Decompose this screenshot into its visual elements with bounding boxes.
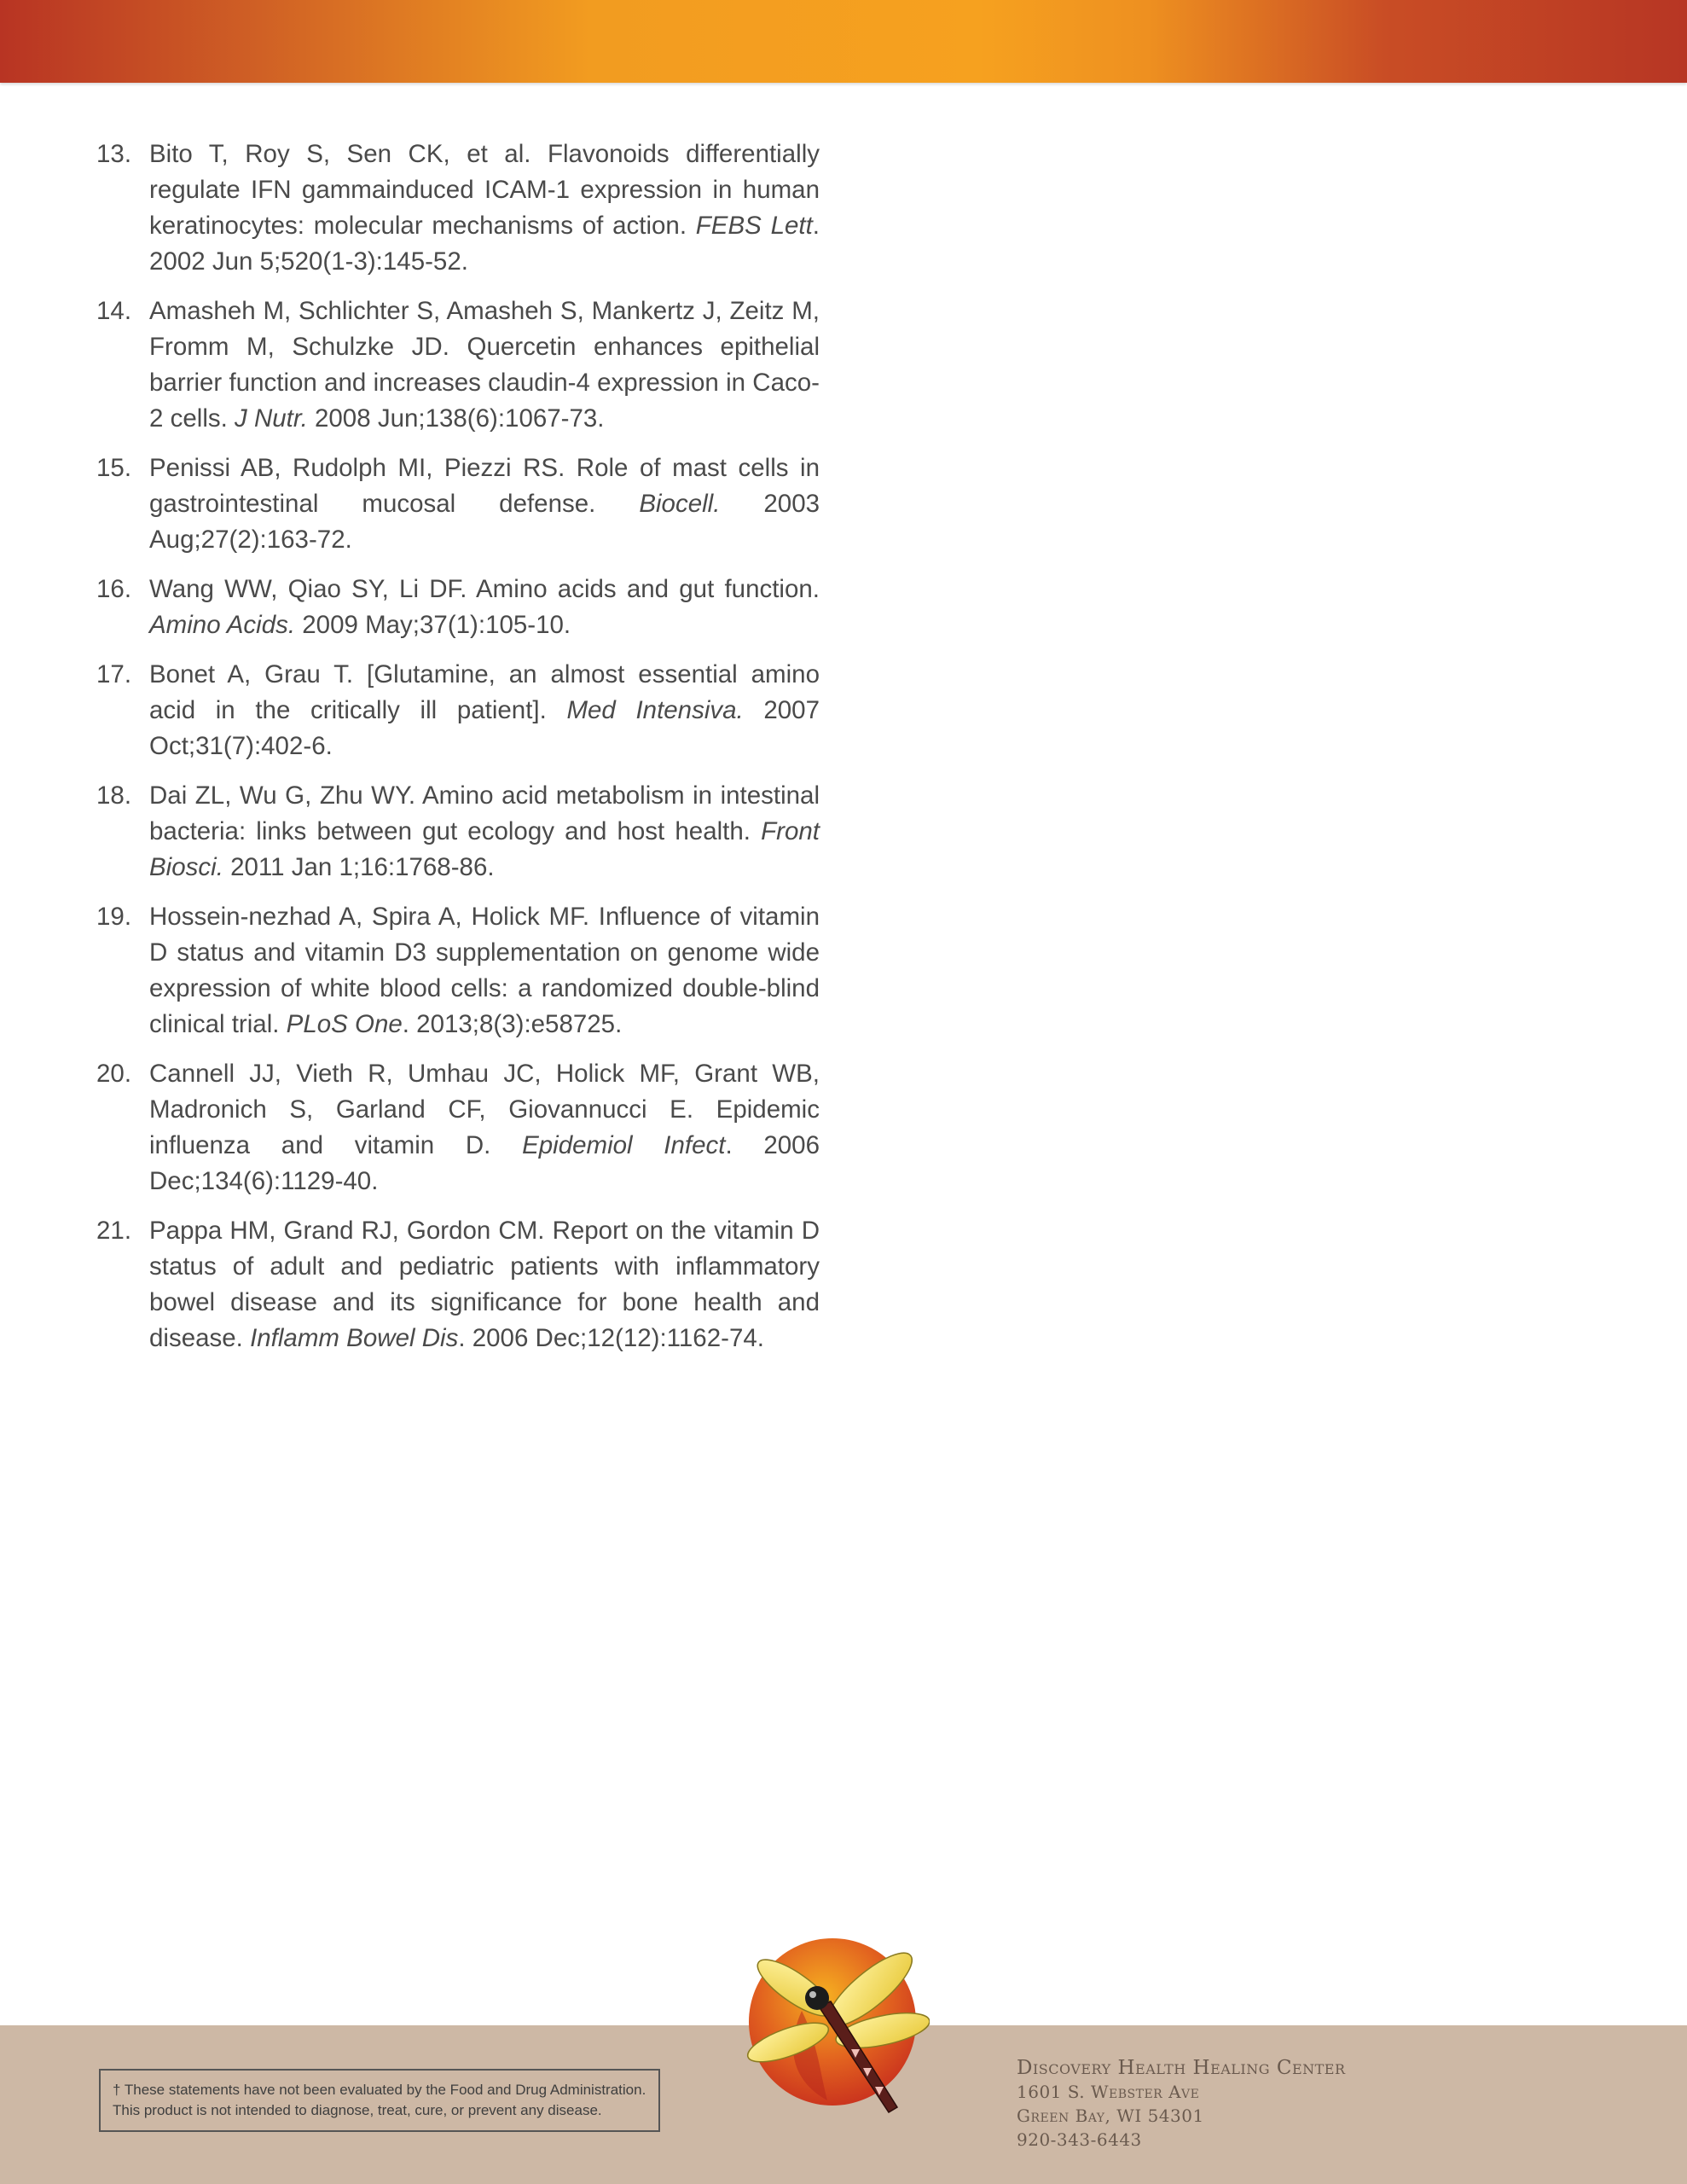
reference-text: Hossein-nezhad A, Spira A, Holick MF. Influence of vitamin D status and vitamin D3 supplementation on genome wide expression of white blood cells: a randomized double-blind clinical trial.: [149, 903, 820, 1038]
organization-name: Discovery Health Healing Center: [1017, 2057, 1346, 2079]
reference-citation: 2011 Jan 1;16:1768-86.: [223, 853, 495, 881]
dragonfly-sun-logo-icon: [742, 1930, 930, 2121]
reference-citation: . 2006 Dec;134(6):1129-40.: [149, 1131, 820, 1195]
reference-number: 16.: [96, 575, 132, 603]
reference-journal: Amino Acids.: [149, 611, 296, 639]
street-address: 1601 S. Webster Ave: [1017, 2082, 1200, 2102]
reference-citation: 2009 May;37(1):105-10.: [295, 611, 571, 639]
disclaimer-line: † These statements have not been evaluated by the Food and Drug Administration.: [113, 2082, 646, 2098]
reference-item: [96, 450, 820, 558]
reference-number: 21.: [96, 1217, 132, 1245]
reference-list: [96, 136, 820, 1370]
reference-item: [96, 572, 820, 643]
city-state-zip: Green Bay, WI 54301: [1017, 2106, 1204, 2126]
fda-disclaimer: [99, 2069, 660, 2132]
reference-journal: Front Biosci.: [149, 817, 820, 881]
reference-journal: FEBS Lett: [695, 212, 813, 240]
reference-text: Wang WW, Qiao SY, Li DF. Amino acids and gut function.: [149, 575, 820, 603]
reference-item: [96, 657, 820, 764]
reference-text: Amasheh M, Schlichter S, Amasheh S, Mankertz J, Zeitz M, Fromm M, Schulzke JD. Quercetin enhances epithelial barrier function and increases claudin-4 expression in Caco-2 cells.: [149, 297, 820, 433]
header-color-band: [0, 0, 1687, 83]
reference-text: Pappa HM, Grand RJ, Gordon CM. Report on the vitamin D status of adult and pediatric patients with inflammatory bowel disease and its significance for bone health and disease.: [149, 1217, 820, 1352]
reference-text: Cannell JJ, Vieth R, Umhau JC, Holick MF, Grant WB, Madronich S, Garland CF, Giovannucci E. Epidemic influenza and vitamin D.: [149, 1060, 820, 1159]
reference-citation: . 2002 Jun 5;520(1-3):145-52.: [149, 212, 820, 276]
reference-number: 18.: [96, 781, 132, 810]
reference-text: Bonet A, Grau T. [Glutamine, an almost essential amino acid in the critically ill patient].: [149, 660, 820, 724]
reference-journal: Inflamm Bowel Dis: [250, 1324, 459, 1352]
reference-number: 14.: [96, 297, 132, 325]
reference-item: [96, 293, 820, 437]
reference-citation: 2003 Aug;27(2):163-72.: [149, 490, 820, 554]
reference-citation: . 2013;8(3):e58725.: [402, 1010, 623, 1038]
reference-number: 19.: [96, 903, 132, 931]
reference-journal: Med Intensiva.: [566, 696, 744, 724]
reference-citation: 2007 Oct;31(7):402-6.: [149, 696, 820, 760]
reference-number: 17.: [96, 660, 132, 688]
reference-text: Bito T, Roy S, Sen CK, et al. Flavonoids differentially regulate IFN gammainduced ICAM-1 expression in human keratinocytes: molecular mechanisms of action.: [149, 140, 820, 240]
reference-number: 13.: [96, 140, 132, 168]
reference-number: 20.: [96, 1060, 132, 1088]
reference-journal: J Nutr.: [235, 404, 308, 433]
reference-text: Dai ZL, Wu G, Zhu WY. Amino acid metabolism in intestinal bacteria: links between gut ecology and host health.: [149, 781, 820, 845]
reference-journal: Biocell.: [639, 490, 721, 518]
reference-item: [96, 1213, 820, 1356]
reference-number: 15.: [96, 454, 132, 482]
phone-number: 920-343-6443: [1017, 2129, 1142, 2150]
reference-item: [96, 778, 820, 886]
contact-address: [1017, 2056, 1346, 2152]
reference-journal: PLoS One: [286, 1010, 403, 1038]
reference-text: Penissi AB, Rudolph MI, Piezzi RS. Role of mast cells in gastrointestinal mucosal defense.: [149, 454, 820, 518]
reference-item: [96, 136, 820, 280]
reference-citation: 2008 Jun;138(6):1067-73.: [307, 404, 605, 433]
disclaimer-line: This product is not intended to diagnose, treat, cure, or prevent any disease.: [113, 2102, 602, 2118]
reference-citation: . 2006 Dec;12(12):1162-74.: [458, 1324, 764, 1352]
reference-item: [96, 1056, 820, 1199]
reference-item: [96, 899, 820, 1043]
reference-journal: Epidemiol Infect: [522, 1131, 726, 1159]
